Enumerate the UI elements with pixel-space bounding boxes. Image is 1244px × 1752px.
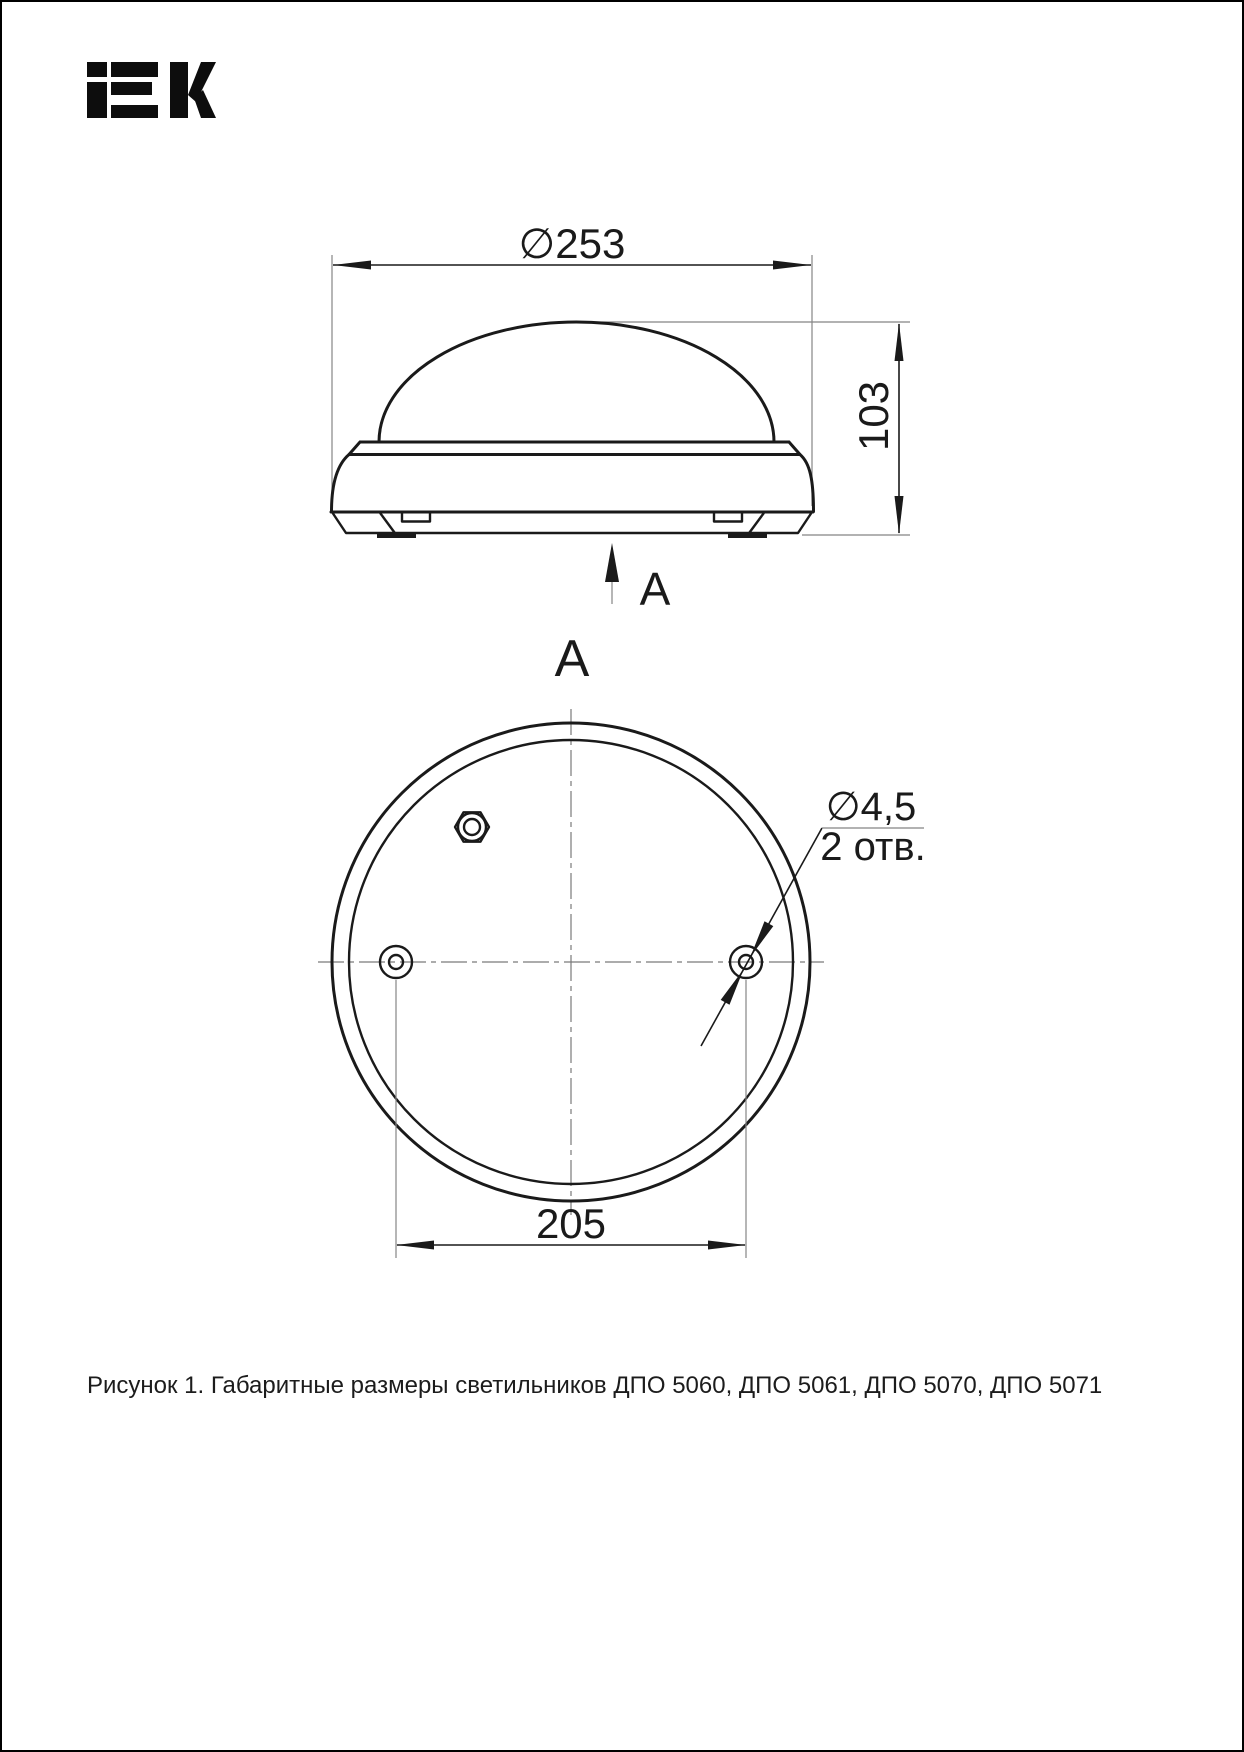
foot-pad-left <box>377 532 416 538</box>
dim-arrow-left <box>333 261 371 270</box>
bottom-view <box>318 630 926 1258</box>
logo-e-mid <box>111 82 152 95</box>
logo-e-bottom <box>111 105 158 118</box>
logo-e-top <box>111 62 158 77</box>
body-left-edge <box>332 455 350 512</box>
hole-leader-arrow-lower <box>721 969 744 1005</box>
dim-arrow-spacing-right <box>708 1241 746 1250</box>
view-label: A <box>554 630 590 688</box>
iek-logo <box>87 62 216 118</box>
dim-arrow-spacing-left <box>396 1241 434 1250</box>
base-slant-right <box>750 514 764 533</box>
base-notch-right <box>714 514 742 522</box>
gland-nut-circle <box>458 813 486 841</box>
dome-outline <box>379 322 774 442</box>
hole-count-label: 2 отв. <box>820 825 926 869</box>
spacing-dim-label: 205 <box>535 1200 607 1247</box>
foot-pad-right <box>728 532 767 538</box>
logo-i-stem <box>87 82 107 118</box>
base-outline <box>333 514 811 534</box>
logo-i-dot <box>87 62 107 77</box>
base-notch-left <box>402 514 430 522</box>
dim-arrow-right <box>773 261 811 270</box>
technical-drawing <box>2 2 1244 1752</box>
side-view <box>331 220 910 615</box>
section-arrow-label: A <box>639 563 671 615</box>
diameter-dim-label: ∅253 <box>518 220 626 267</box>
hole-leader-arrow-upper <box>750 921 773 957</box>
gland-nut-hole <box>464 819 480 835</box>
section-arrow-head <box>605 543 619 582</box>
figure-caption: Рисунок 1. Габаритные размеры светильников ДПО 5060, ДПО 5061, ДПО 5070, ДПО 5071 <box>87 1372 1103 1399</box>
gland-nut-hex <box>455 812 489 841</box>
flange-outline <box>349 442 800 455</box>
height-dim-label: 103 <box>850 380 897 452</box>
gland-nut <box>455 812 489 841</box>
dim-arrow-bottom <box>895 496 904 534</box>
logo-k-stem <box>170 62 188 118</box>
base-slant-left <box>381 514 395 533</box>
hole-dim-label: ∅4,5 <box>825 785 917 829</box>
dim-arrow-top <box>895 323 904 361</box>
